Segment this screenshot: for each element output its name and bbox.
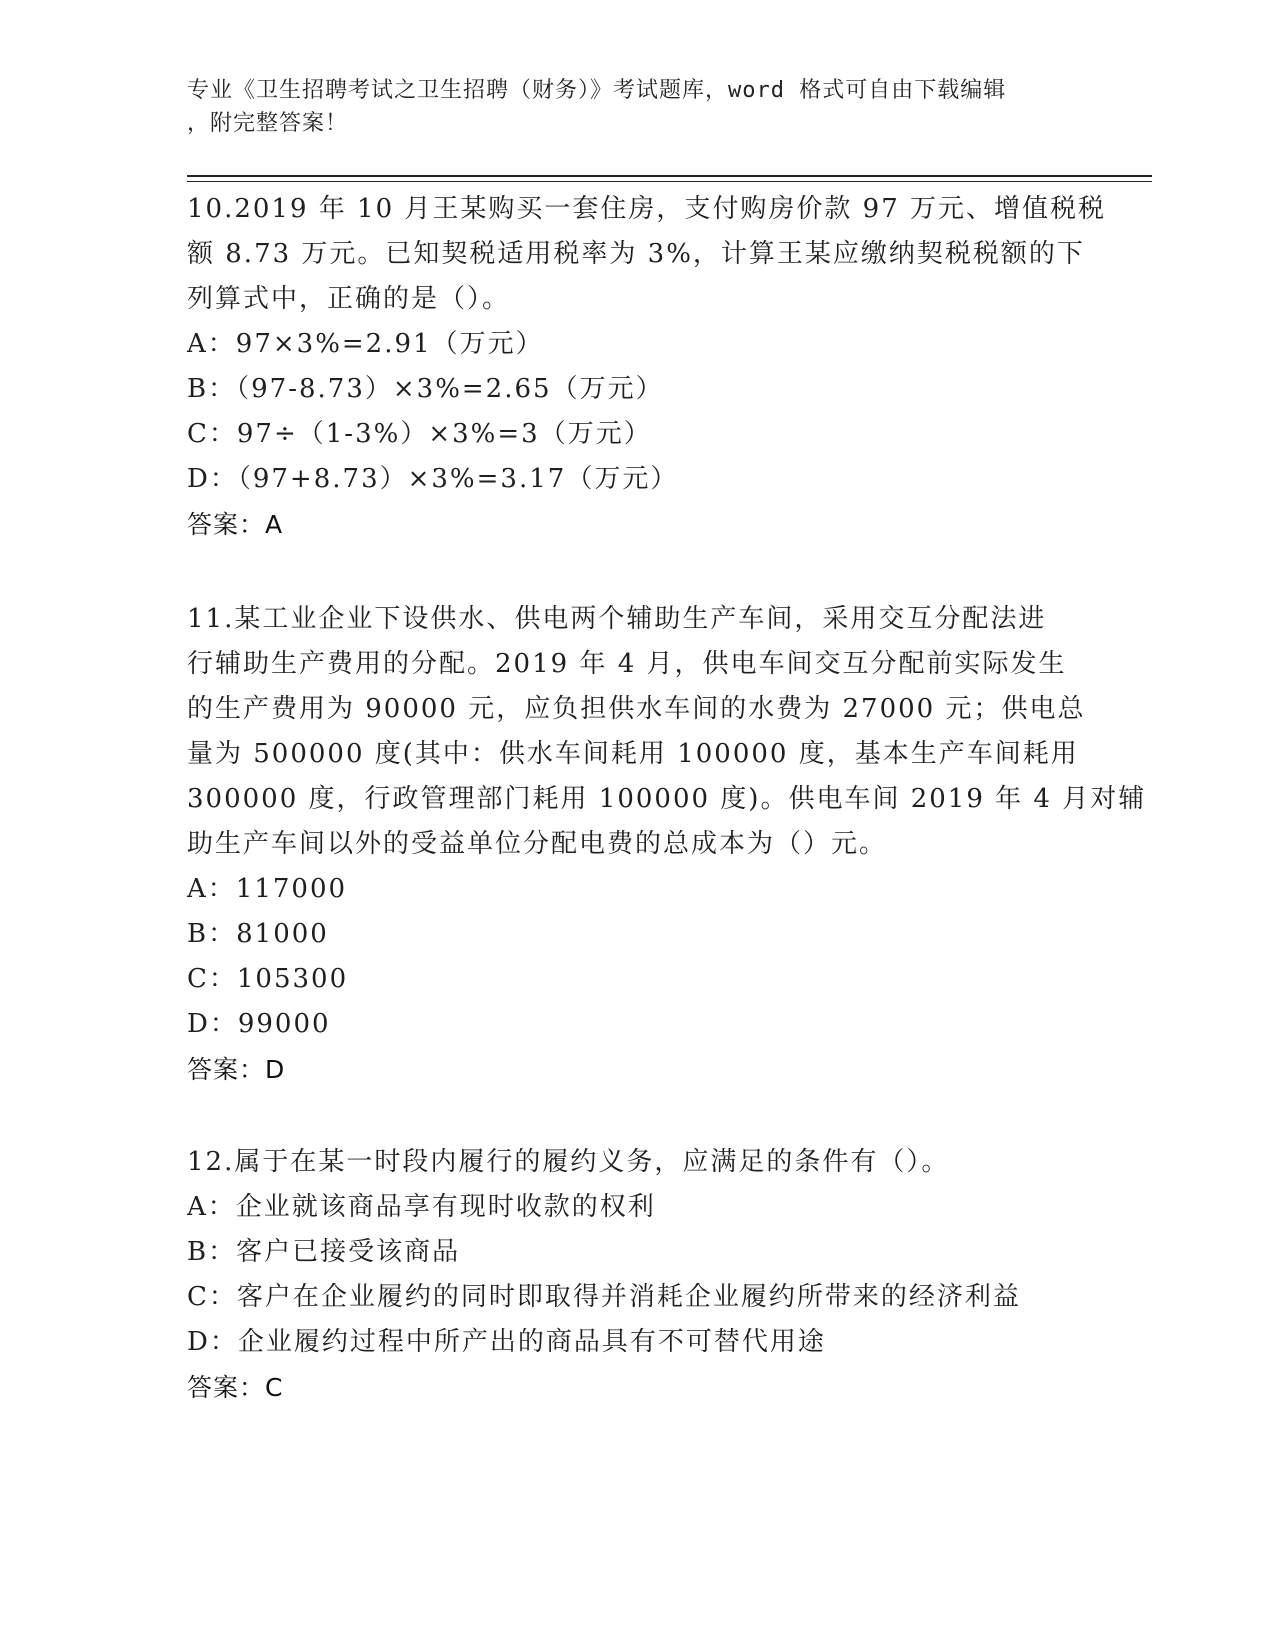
question-stem-line: 量为 500000 度(其中：供水车间耗用 100000 度，基本生产车间耗用: [187, 739, 1079, 769]
option-a: A：117000: [187, 874, 348, 904]
option-c: C：客户在企业履约的同时即取得并消耗企业履约所带来的经济利益: [187, 1282, 1021, 1312]
question-11: [187, 597, 1147, 1092]
option-c: C：105300: [187, 964, 349, 994]
question-stem: [187, 1140, 1087, 1185]
option-b: B：客户已接受该商品: [187, 1237, 461, 1267]
answer-line: 答案：D: [187, 1055, 286, 1084]
option-a: A：企业就该商品享有现时收款的权利: [187, 1192, 656, 1222]
question-12: [187, 1140, 1087, 1410]
question-stem-line: 列算式中，正确的是（）。: [187, 284, 511, 314]
question-stem-line: 300000 度，行政管理部门耗用 100000 度)。供电车间 2019 年 4 月对辅: [187, 784, 1147, 814]
header-title-line-1: 专业《卫生招聘考试之卫生招聘（财务）》考试题库，word 格式可自由下载编辑: [187, 78, 1007, 103]
option-d: D：（97+8.73）×3%=3.17（万元）: [187, 464, 679, 494]
answer-line: 答案：C: [187, 1373, 284, 1402]
option-d: D：99000: [187, 1009, 331, 1039]
question-stem-line: 12.属于在某一时段内履行的履约义务，应满足的条件有（）。: [187, 1147, 950, 1177]
question-10: [187, 187, 1107, 547]
answer-line: 答案：A: [187, 510, 284, 539]
option-b: B：（97-8.73）×3%=2.65（万元）: [187, 374, 664, 404]
header-divider-thin: [187, 181, 1152, 182]
header-title-line-2: ，附完整答案！: [187, 111, 349, 136]
option-b: B：81000: [187, 919, 329, 949]
option-c: C：97÷（1-3%）×3%=3（万元）: [187, 419, 652, 449]
question-stem-line: 的生产费用为 90000 元，应负担供水车间的水费为 27000 元；供电总: [187, 694, 1086, 724]
question-stem-line: 额 8.73 万元。已知契税适用税率为 3%，计算王某应缴纳契税税额的下: [187, 239, 1085, 269]
document-header: [187, 74, 1087, 140]
question-stem: [187, 597, 1147, 867]
option-a: A：97×3%=2.91（万元）: [187, 329, 544, 359]
question-stem-line: 10.2019 年 10 月王某购买一套住房，支付购房价款 97 万元、增值税税: [187, 194, 1107, 224]
option-d: D：企业履约过程中所产出的商品具有不可替代用途: [187, 1327, 826, 1357]
question-stem-line: 行辅助生产费用的分配。2019 年 4 月，供电车间交互分配前实际发生: [187, 649, 1067, 679]
question-stem: [187, 187, 1107, 322]
question-stem-line: 11.某工业企业下设供水、供电两个辅助生产车间，采用交互分配法进: [187, 604, 1047, 634]
question-stem-line: 助生产车间以外的受益单位分配电费的总成本为（）元。: [187, 829, 888, 859]
header-divider-thick: [187, 175, 1152, 177]
